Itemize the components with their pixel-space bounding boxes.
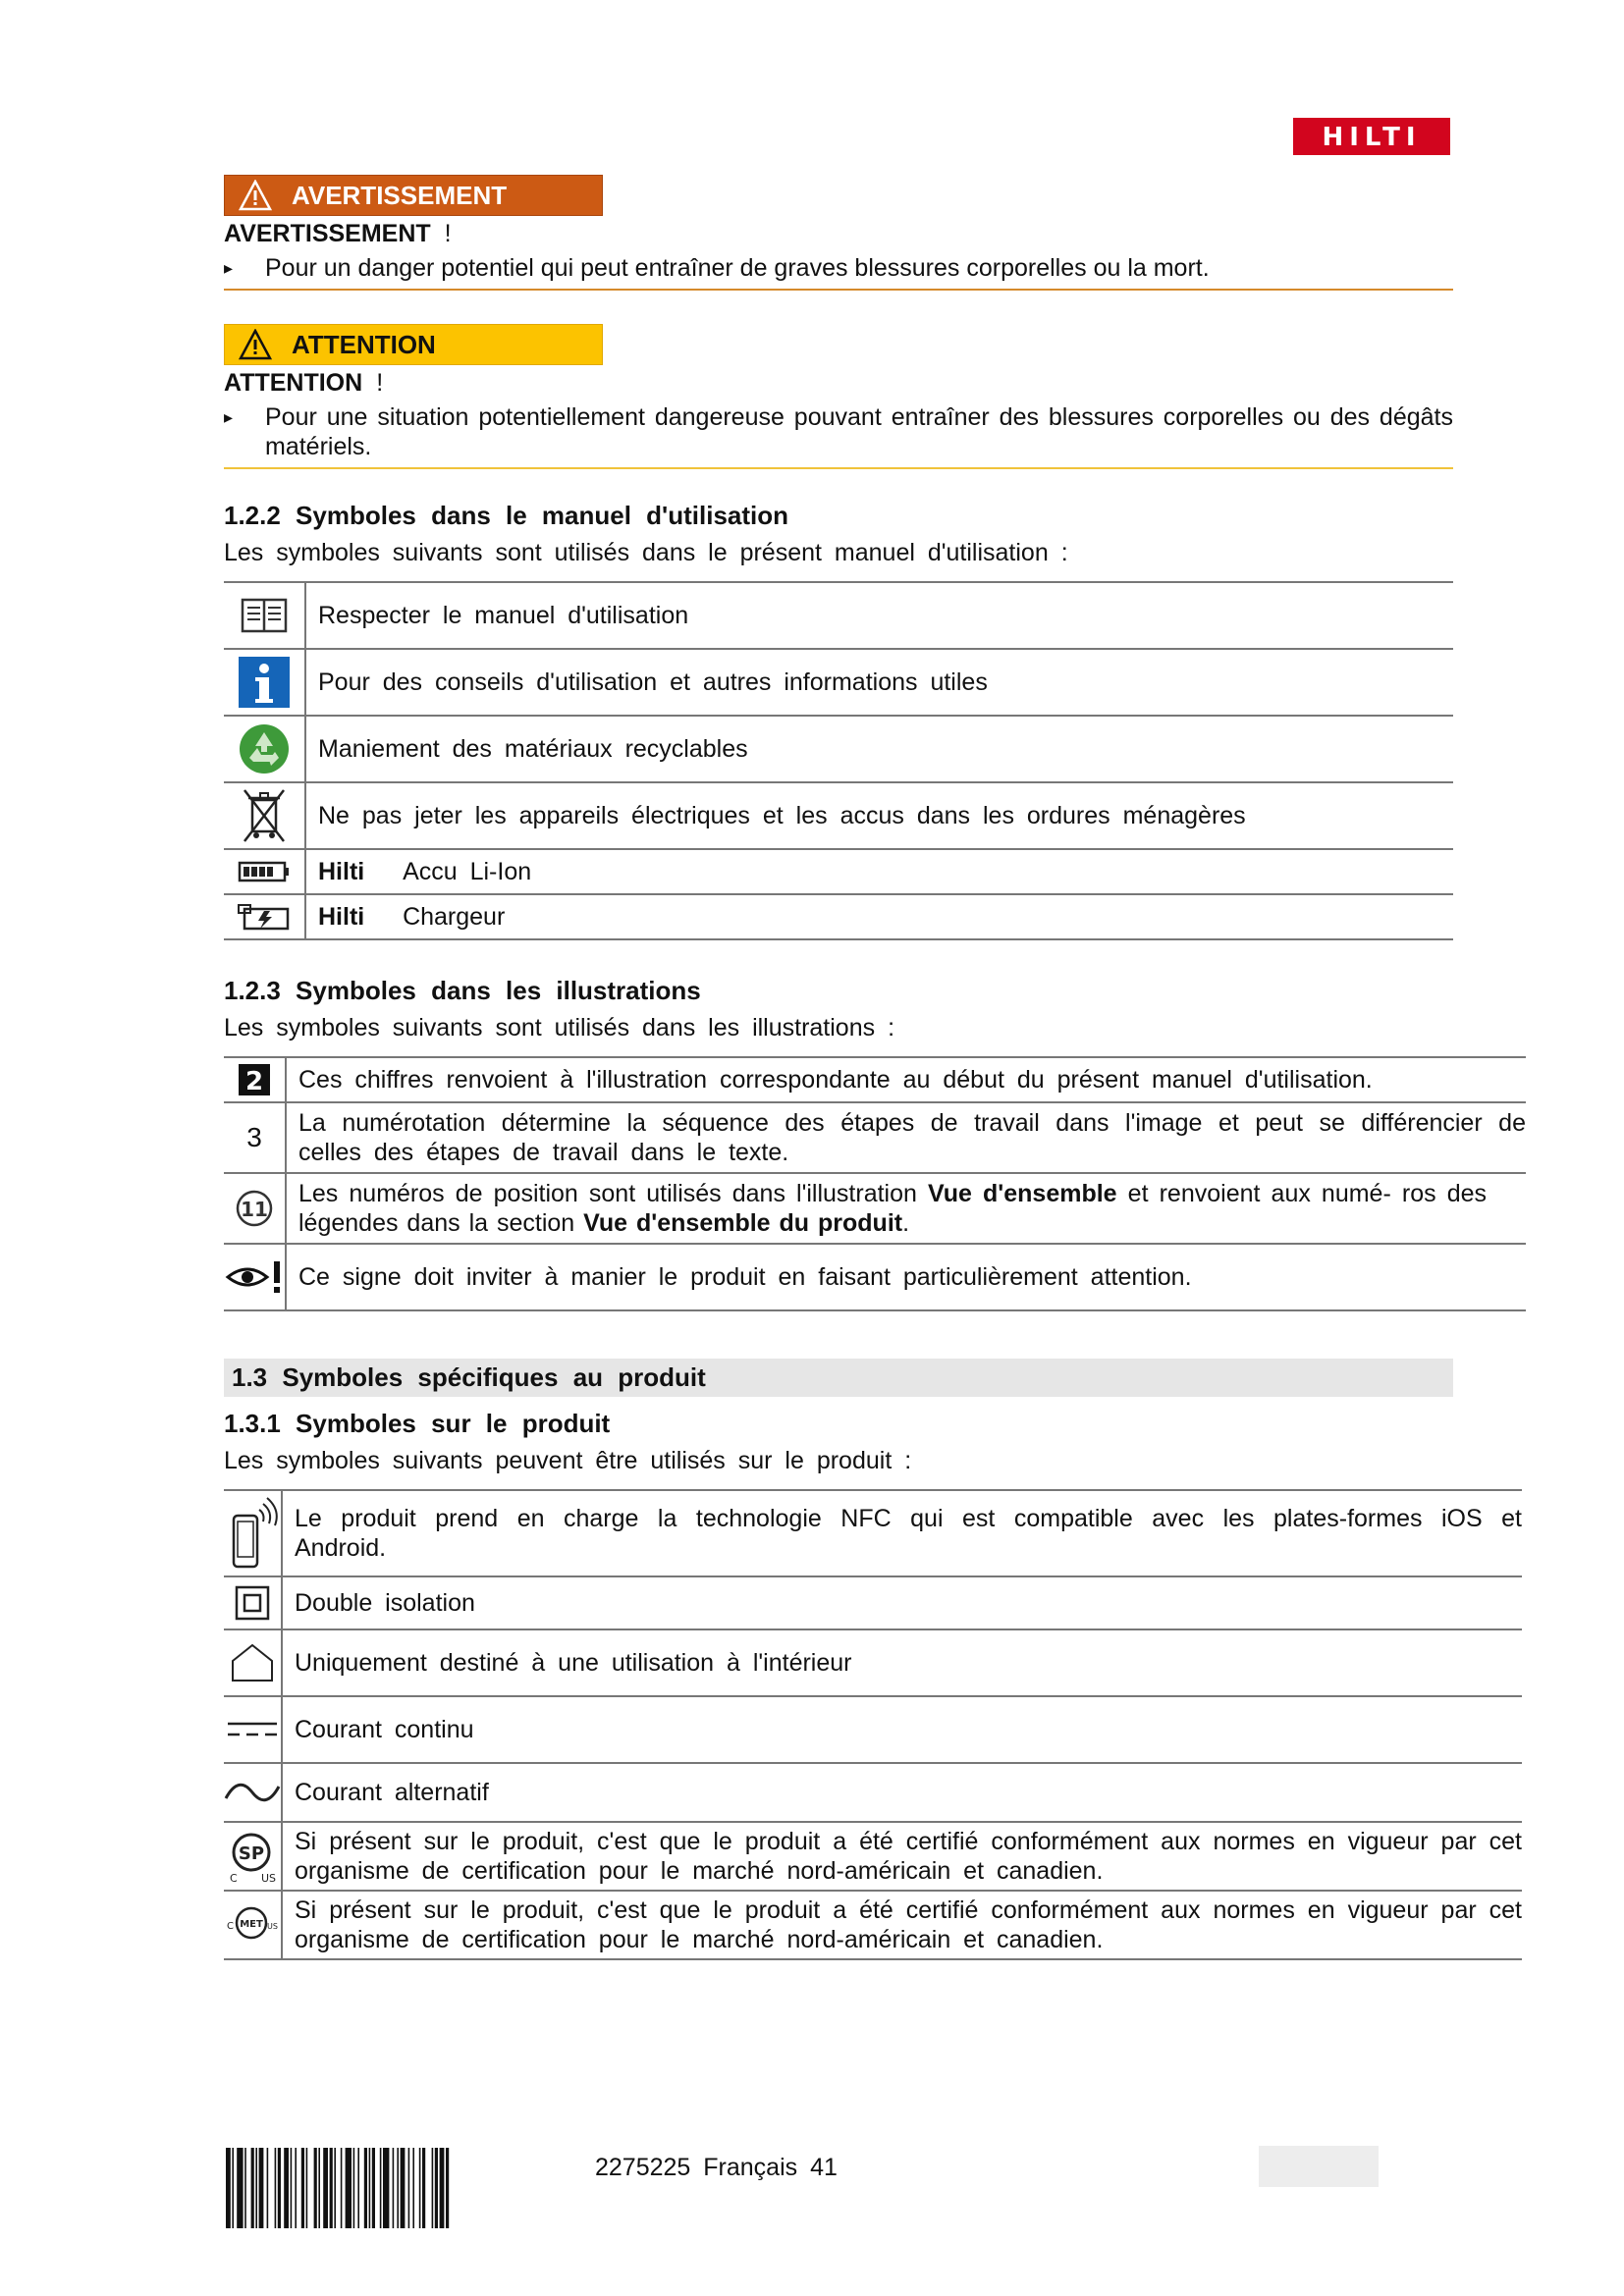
- barcode-bar: [244, 2148, 246, 2228]
- svg-text:SP: SP: [238, 1843, 265, 1864]
- warning-rule: [224, 289, 1453, 291]
- table-row: [224, 1244, 1526, 1310]
- nfc-phone-icon: [226, 1494, 279, 1573]
- section-heading: 1.3.1 Symboles sur le produit: [224, 1409, 611, 1438]
- page-number: 41: [810, 2154, 838, 2181]
- table-row: [224, 1173, 1526, 1244]
- warning-block: [224, 175, 1453, 291]
- section-intro: Les symboles suivants sont utilisés dans le présent manuel d'utilisation :: [224, 539, 1068, 566]
- caution-block: [224, 324, 1453, 469]
- barcode-bar: [314, 2148, 317, 2228]
- warning-text: ▸ Pour un danger potentiel qui peut entraîner de graves blessures corporelles ou la mort.: [224, 253, 1453, 283]
- symbol-description: Si présent sur le produit, c'est que le produit a été certifié conformément aux normes en vigueur par cet organisme de certification pour le marché nord-américain et canadien.: [295, 1828, 1522, 1885]
- barcode-bar: [295, 2148, 297, 2228]
- barcode-bar: [306, 2148, 308, 2228]
- battery-icon: [238, 859, 291, 884]
- symbols-table-manual: [224, 581, 1453, 940]
- symbol-description: Le produit prend en charge la technologie NFC qui est compatible avec les plates-formes iOS et Android.: [295, 1505, 1522, 1562]
- section-1-3: [224, 1349, 1522, 1960]
- charger-icon: [237, 901, 292, 933]
- barcode-bar: [232, 2148, 234, 2228]
- table-row: [224, 894, 1453, 939]
- barcode-bar: [284, 2148, 289, 2228]
- symbol-description: Courant alternatif: [295, 1779, 489, 1806]
- section-heading: 1.2.3 Symboles dans les illustrations: [224, 976, 701, 1005]
- table-row: [224, 649, 1453, 716]
- table-row: [224, 1490, 1522, 1576]
- crossed-bin-icon: [239, 786, 290, 845]
- symbol-description: Ces chiffres renvoient à l'illustration correspondante au début du présent manuel d'utilisation.: [298, 1066, 1373, 1094]
- barcode-bar: [380, 2148, 382, 2228]
- table-row: [224, 1822, 1522, 1891]
- table-row: [224, 849, 1453, 894]
- section-1-2-2: [224, 469, 1453, 940]
- barcode-bar: [397, 2148, 399, 2228]
- symbol-description: Double isolation: [295, 1589, 475, 1617]
- barcode-bar: [330, 2148, 333, 2228]
- caution-title: ATTENTION !: [224, 369, 384, 397]
- table-row: [224, 1891, 1522, 1959]
- barcode-bar: [323, 2148, 328, 2228]
- symbol-description: Les numéros de position sont utilisés dans l'illustration Vue d'ensemble et renvoient aux numé- ros des légendes dans la section Vue d'ensemble du produit.: [298, 1180, 1488, 1237]
- barcode-bar: [440, 2148, 445, 2228]
- brand-name: Hilti: [318, 858, 365, 885]
- alternating-current-icon: [224, 1779, 281, 1806]
- barcode-bar: [318, 2148, 320, 2228]
- symbol-description: Ne pas jeter les appareils électriques et les accus dans les ordures ménagères: [318, 802, 1246, 829]
- caution-text: ▸ Pour une situation potentiellement dangereuse pouvant entraîner des blessures corporelles ou des dégâts matériels.: [224, 402, 1453, 461]
- barcode-bar: [251, 2148, 254, 2228]
- barcode-bar: [301, 2148, 304, 2228]
- caution-banner-label: ATTENTION: [292, 329, 436, 359]
- symbol-description: La numérotation détermine la séquence des étapes de travail dans l'image et peut se différencier de celles des étapes de travail dans le texte.: [298, 1109, 1526, 1166]
- double-insulation-icon: [235, 1585, 270, 1621]
- barcode-bar: [435, 2148, 438, 2228]
- barcode-bar: [364, 2148, 367, 2228]
- svg-text:C: C: [230, 1872, 238, 1884]
- svg-text:2: 2: [244, 1067, 264, 1096]
- table-row: [224, 1057, 1526, 1102]
- barcode-bar: [372, 2148, 375, 2228]
- symbol-description: Si présent sur le produit, c'est que le produit a été certifié conformément aux normes en vigueur par cet organisme de certification pour le marché nord-américain et canadien.: [295, 1896, 1522, 1953]
- boxed-number-icon: [238, 1063, 271, 1096]
- section-intro: Les symboles suivants peuvent être utilisés sur le produit :: [224, 1447, 912, 1474]
- svg-text:US: US: [267, 1922, 278, 1931]
- warning-banner-label: AVERTISSEMENT: [292, 180, 508, 210]
- warning-title: AVERTISSEMENT !: [224, 220, 452, 247]
- barcode-bar: [341, 2148, 343, 2228]
- svg-text:11: 11: [241, 1198, 268, 1221]
- symbol-description: Courant continu: [295, 1716, 474, 1743]
- svg-text:C: C: [227, 1921, 234, 1932]
- doc-number: 2275225: [595, 2154, 691, 2181]
- barcode-bar: [291, 2148, 293, 2228]
- table-row: [224, 1763, 1522, 1822]
- met-mark-icon: [224, 1903, 281, 1947]
- caution-banner: [224, 324, 603, 365]
- svg-text:MET: MET: [240, 1919, 263, 1930]
- barcode-bar: [267, 2148, 269, 2228]
- recycle-icon: [238, 722, 291, 775]
- barcode: [226, 2148, 564, 2228]
- symbol-description: Chargeur: [403, 903, 506, 931]
- section-intro: Les symboles suivants sont utilisés dans les illustrations :: [224, 1014, 895, 1041]
- symbol-description: Uniquement destiné à une utilisation à l'intérieur: [295, 1649, 852, 1677]
- section-heading-band: 1.3 Symboles spécifiques au produit: [224, 1359, 1453, 1397]
- barcode-bar: [393, 2148, 395, 2228]
- direct-current-icon: [226, 1718, 279, 1741]
- brand-name: Hilti: [318, 903, 365, 931]
- manual-book-icon: [239, 596, 290, 635]
- barcode-bar: [412, 2148, 414, 2228]
- warning-banner: [224, 175, 603, 216]
- footer: [595, 2154, 838, 2182]
- symbols-table-product: [224, 1489, 1522, 1960]
- info-icon: [238, 656, 291, 709]
- warning-triangle-icon: [239, 329, 272, 360]
- section-heading: 1.2.2 Symboles dans le manuel d'utilisation: [224, 501, 789, 530]
- barcode-bar: [446, 2148, 449, 2228]
- symbol-description: Maniement des matériaux recyclables: [318, 735, 748, 763]
- barcode-bar: [401, 2148, 406, 2228]
- logo-text: HILTI: [1322, 123, 1422, 152]
- barcode-bar: [237, 2148, 243, 2228]
- barcode-bar: [346, 2148, 352, 2228]
- barcode-bar: [369, 2148, 371, 2228]
- footer-gray-box: [1259, 2146, 1379, 2187]
- barcode-bar: [255, 2148, 257, 2228]
- circled-number-icon: [235, 1189, 274, 1228]
- plain-number-icon: 3: [246, 1122, 262, 1152]
- indoor-house-icon: [229, 1641, 276, 1684]
- table-row: [224, 1629, 1522, 1696]
- warning-triangle-icon: [239, 180, 272, 211]
- symbol-description: Pour des conseils d'utilisation et autres informations utiles: [318, 668, 988, 696]
- symbols-table-illustrations: [224, 1056, 1526, 1311]
- barcode-bar: [275, 2148, 277, 2228]
- symbol-description: Accu Li-Ion: [403, 858, 532, 885]
- table-row: [224, 716, 1453, 782]
- table-row: [224, 582, 1453, 649]
- table-row: [224, 1576, 1522, 1629]
- barcode-bar: [334, 2148, 336, 2228]
- language: Français: [703, 2154, 798, 2181]
- svg-text:US: US: [261, 1872, 277, 1884]
- barcode-bar: [432, 2148, 434, 2228]
- barcode-bar: [419, 2148, 421, 2228]
- barcode-bar: [357, 2148, 359, 2228]
- table-row: [224, 782, 1453, 849]
- symbol-description: Ce signe doit inviter à manier le produit en faisant particulièrement attention.: [298, 1263, 1192, 1291]
- barcode-bar: [226, 2148, 231, 2228]
- barcode-bar: [259, 2148, 264, 2228]
- barcode-bar: [278, 2148, 281, 2228]
- hilti-logo: [1293, 118, 1450, 155]
- symbol-description: Respecter le manuel d'utilisation: [318, 602, 689, 629]
- csa-mark-icon: [226, 1829, 279, 1884]
- table-row: [224, 1102, 1526, 1173]
- barcode-bar: [408, 2148, 410, 2228]
- section-1-2-3: [224, 952, 1526, 1311]
- barcode-bar: [383, 2148, 389, 2228]
- table-row: [224, 1696, 1522, 1763]
- barcode-bar: [353, 2148, 355, 2228]
- eye-attention-icon: [224, 1257, 285, 1297]
- barcode-bar: [422, 2148, 425, 2228]
